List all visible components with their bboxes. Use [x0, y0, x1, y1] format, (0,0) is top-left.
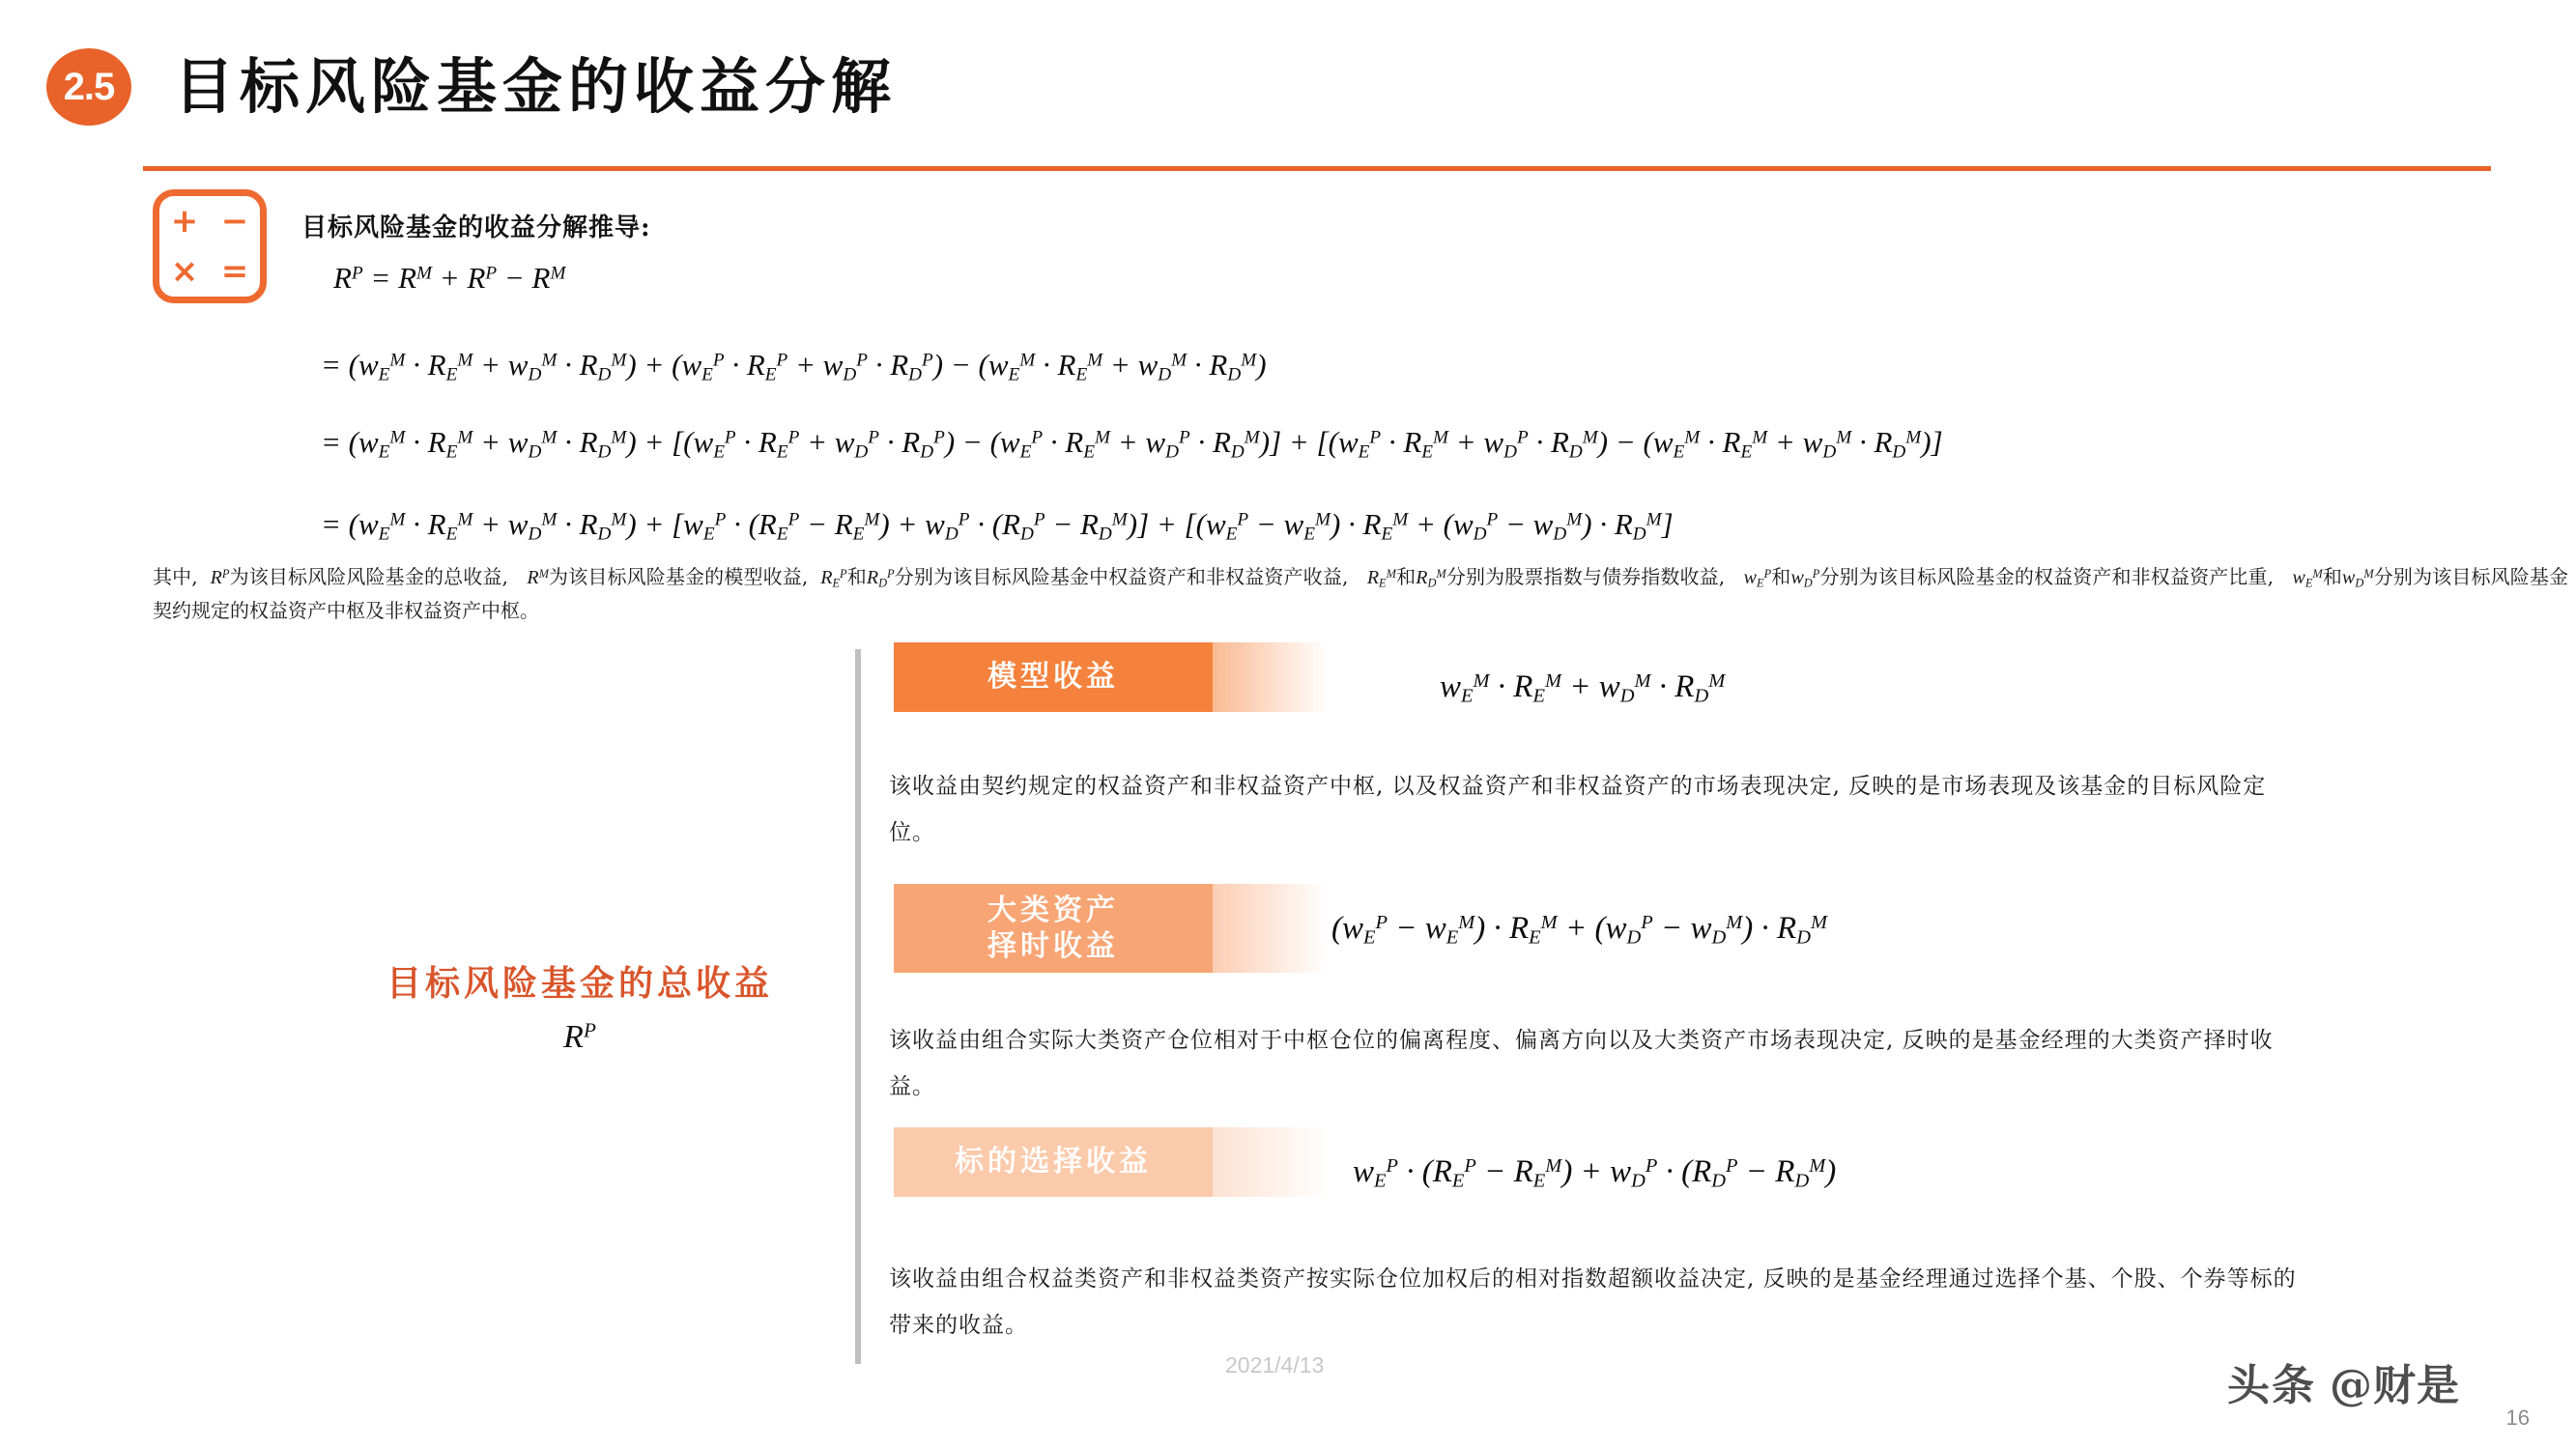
- derivation-formula-line-1: $R^P = R^M + R^P - R^M$: [333, 261, 566, 295]
- section-number-badge: 2.5: [46, 48, 131, 126]
- component-chip-label: 模型收益: [987, 660, 1119, 695]
- component-description-security-selection: 该收益由组合权益类资产和非权益类资产按实际仓位加权后的相对指数超额收益决定, 反映的是基金经理通过选择个基、个股、个券等标的带来的收益。: [889, 1266, 2297, 1338]
- derivation-label: 目标风险基金的收益分解推导:: [301, 213, 651, 242]
- component-description-model-return: 该收益由契约规定的权益资产和非权益资产中枢, 以及权益资产和非权益资产的市场表现决定, 反映的是市场表现及该基金的目标风险定位。: [889, 774, 2267, 845]
- plus-icon: +: [170, 202, 199, 241]
- calculator-icon: [153, 189, 267, 303]
- component-chip-label-line-1: 大类资产: [987, 893, 1119, 927]
- derivation-formula-line-2: = $(w_E^M \cdot R_E^M + w_D^M \cdot R_D^M) + (w_E^P \cdot R_E^P + w_D^P \cdot R_D^P) - (w_E^M \cdot R_E^M + w_D^M \cdot R_D^M)$: [321, 348, 1267, 385]
- title-underline-rule: [143, 166, 2491, 171]
- slide-date: 2021/4/13: [1225, 1352, 1325, 1378]
- component-formula-model-return: $w_E^M \cdot R_E^M + w_D^M \cdot R_D^M$: [1440, 669, 1726, 707]
- times-icon: ×: [170, 252, 199, 291]
- slide-header: [0, 0, 2576, 174]
- watermark-logo: 头条: [2227, 1361, 2316, 1410]
- total-return-label: 目标风险基金的总收益: [386, 963, 773, 1004]
- page-number: 16: [2505, 1406, 2530, 1430]
- component-chip-label: 标的选择收益: [955, 1145, 1152, 1179]
- component-formula-asset-allocation-timing: $(w_E^P - w_E^M) \cdot R_E^M + (w_D^P - w_D^M) \cdot R_D^M$: [1331, 911, 1827, 949]
- equals-icon: =: [220, 252, 249, 291]
- component-chip-model-return: [894, 642, 1213, 712]
- notation-paragraph: 其中, $R^P$为该目标风险风险基金的总收益, $R^M$为该目标风险基金的模型收益, $R_E^P$和$R_D^P$分别为该目标风险基金中权益资产和非权益资产收益, $R_E^M$和$R_D^M$分别为股票指数与债券指数收益, $w_E^P$和$w_D^P$分别为该目标风险基金的权益资产和非权益资产比重, $w_E^M$和$w_D^M$分别为该目标风险基金契约规定的权益资产中枢及非权益资产中枢。: [153, 565, 2569, 622]
- total-return-symbol: $R^P$: [563, 1018, 596, 1055]
- watermark-handle: @财是: [2330, 1361, 2460, 1410]
- minus-icon: −: [220, 202, 249, 241]
- component-chip-security-selection: [894, 1127, 1213, 1197]
- derivation-formula-line-3: = $(w_E^M \cdot R_E^M + w_D^M \cdot R_D^M) + [(w_E^P \cdot R_E^P + w_D^P \cdot R_D^P) - (w_E^P \cdot R_E^M + w_D^P \cdot R_D^M)] + [(w_E^P \cdot R_E^M + w_D^P \cdot R_D^M) - (w_E^M \cdot R_E^M + w_D^M \cdot R_D^M)]$: [321, 425, 1943, 463]
- derivation-formula-line-4: = $(w_E^M \cdot R_E^M + w_D^M \cdot R_D^M) + [w_E^P \cdot (R_E^P - R_E^M) + w_D^P \cdot (R_D^P - R_D^M)] + [(w_E^P - w_E^M) \cdot R_E^M + (w_D^P - w_D^M) \cdot R_D^M]$: [321, 507, 1674, 545]
- component-description-asset-allocation-timing: 该收益由组合实际大类资产仓位相对于中枢仓位的偏离程度、偏离方向以及大类资产市场表现决定, 反映的是基金经理的大类资产择时收益。: [889, 1028, 2274, 1099]
- component-chip-label-line-2: 择时收益: [987, 929, 1119, 963]
- vertical-divider: [855, 649, 861, 1364]
- component-formula-security-selection: $w_E^P \cdot (R_E^P - R_E^M) + w_D^P \cdot (R_D^P - R_D^M)$: [1353, 1154, 1837, 1192]
- component-chip-asset-allocation-timing: [894, 884, 1213, 973]
- page-title: 目标风险基金的收益分解: [174, 51, 898, 122]
- watermark: [2227, 1350, 2460, 1412]
- calculator-icon-glyphs: [159, 196, 260, 297]
